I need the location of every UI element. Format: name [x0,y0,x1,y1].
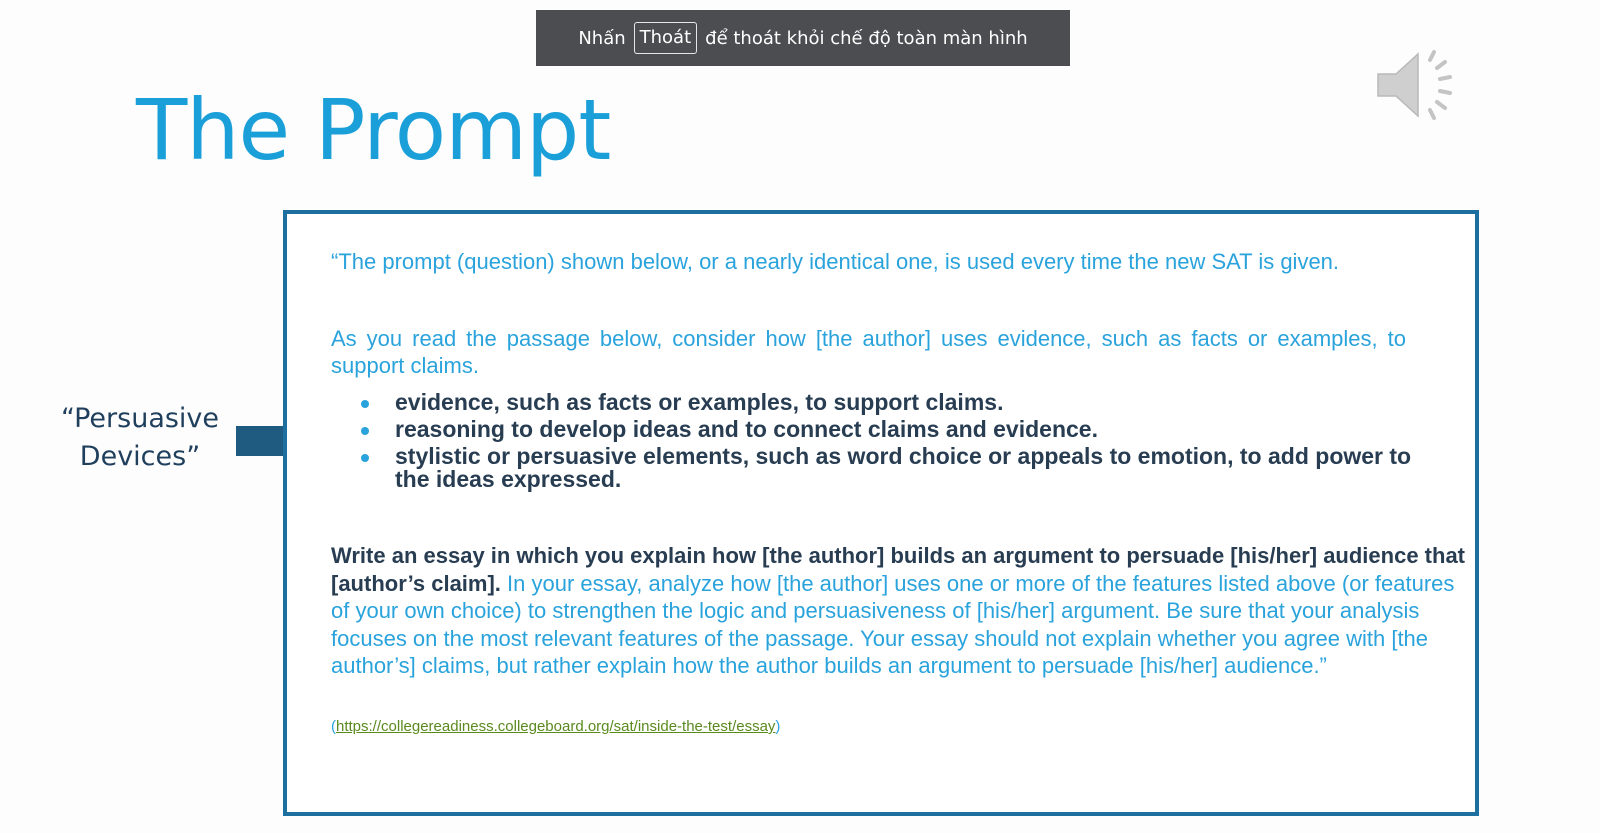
speaker-volume-icon[interactable] [1374,46,1458,124]
source-link[interactable]: https://collegereadiness.collegeboard.org/sat/inside-the-test/essay [336,718,776,735]
bullet-icon [361,427,369,435]
source-open-paren: ( [331,718,336,735]
bullet-icon [361,400,369,408]
slide-title: The Prompt [136,81,611,179]
side-label-line2: Devices” [79,441,201,472]
list-item [361,445,1441,491]
instruction-paragraph: As you read the passage below, consider how [the author] uses evidence, such as facts or examples, to support claims. [331,326,1406,378]
intro-paragraph: “The prompt (question) shown below, or a nearly identical one, is used every time the new SAT is given. [331,249,1340,274]
source-close-paren: ) [775,718,781,735]
essay-instruction [331,542,1471,680]
essay-bold-text: Write an essay in which you explain how [the author] builds an argument to persuade [his/her] audience that [author’s claim]. [331,543,1465,596]
bullet-text: evidence, such as facts or examples, to support claims. [395,389,1004,415]
prompt-box [283,210,1479,816]
list-item [361,391,1441,414]
fullscreen-exit-banner [536,10,1070,66]
features-list [361,391,1441,495]
bullet-text: reasoning to develop ideas and to connect claims and evidence. [395,416,1098,442]
bullet-text: stylistic or persuasive elements, such as word choice or appeals to emotion, to add power to the ideas expressed. [395,443,1412,492]
side-label-line1: “Persuasive [60,403,220,434]
essay-rest-text: In your essay, analyze how [the author] uses one or more of the features listed above (or features of your own choice) to strengthen the logic and persuasiveness of [his/her] argument. Be sure that your analysis focuses on the most relevant features of the passage. Your essay should not explain whether you agree with [the author’s] claims, but rather explain how the author builds an argument to persuade [his/her] audience.” [331,570,1455,678]
persuasive-devices-label [50,400,230,476]
bullet-icon [361,454,369,462]
banner-prefix: Nhấn [578,27,626,49]
exit-key-badge[interactable]: Thoát [634,22,698,54]
banner-suffix: để thoát khỏi chế độ toàn màn hình [705,27,1028,49]
source-citation [331,718,780,735]
list-item [361,418,1441,441]
